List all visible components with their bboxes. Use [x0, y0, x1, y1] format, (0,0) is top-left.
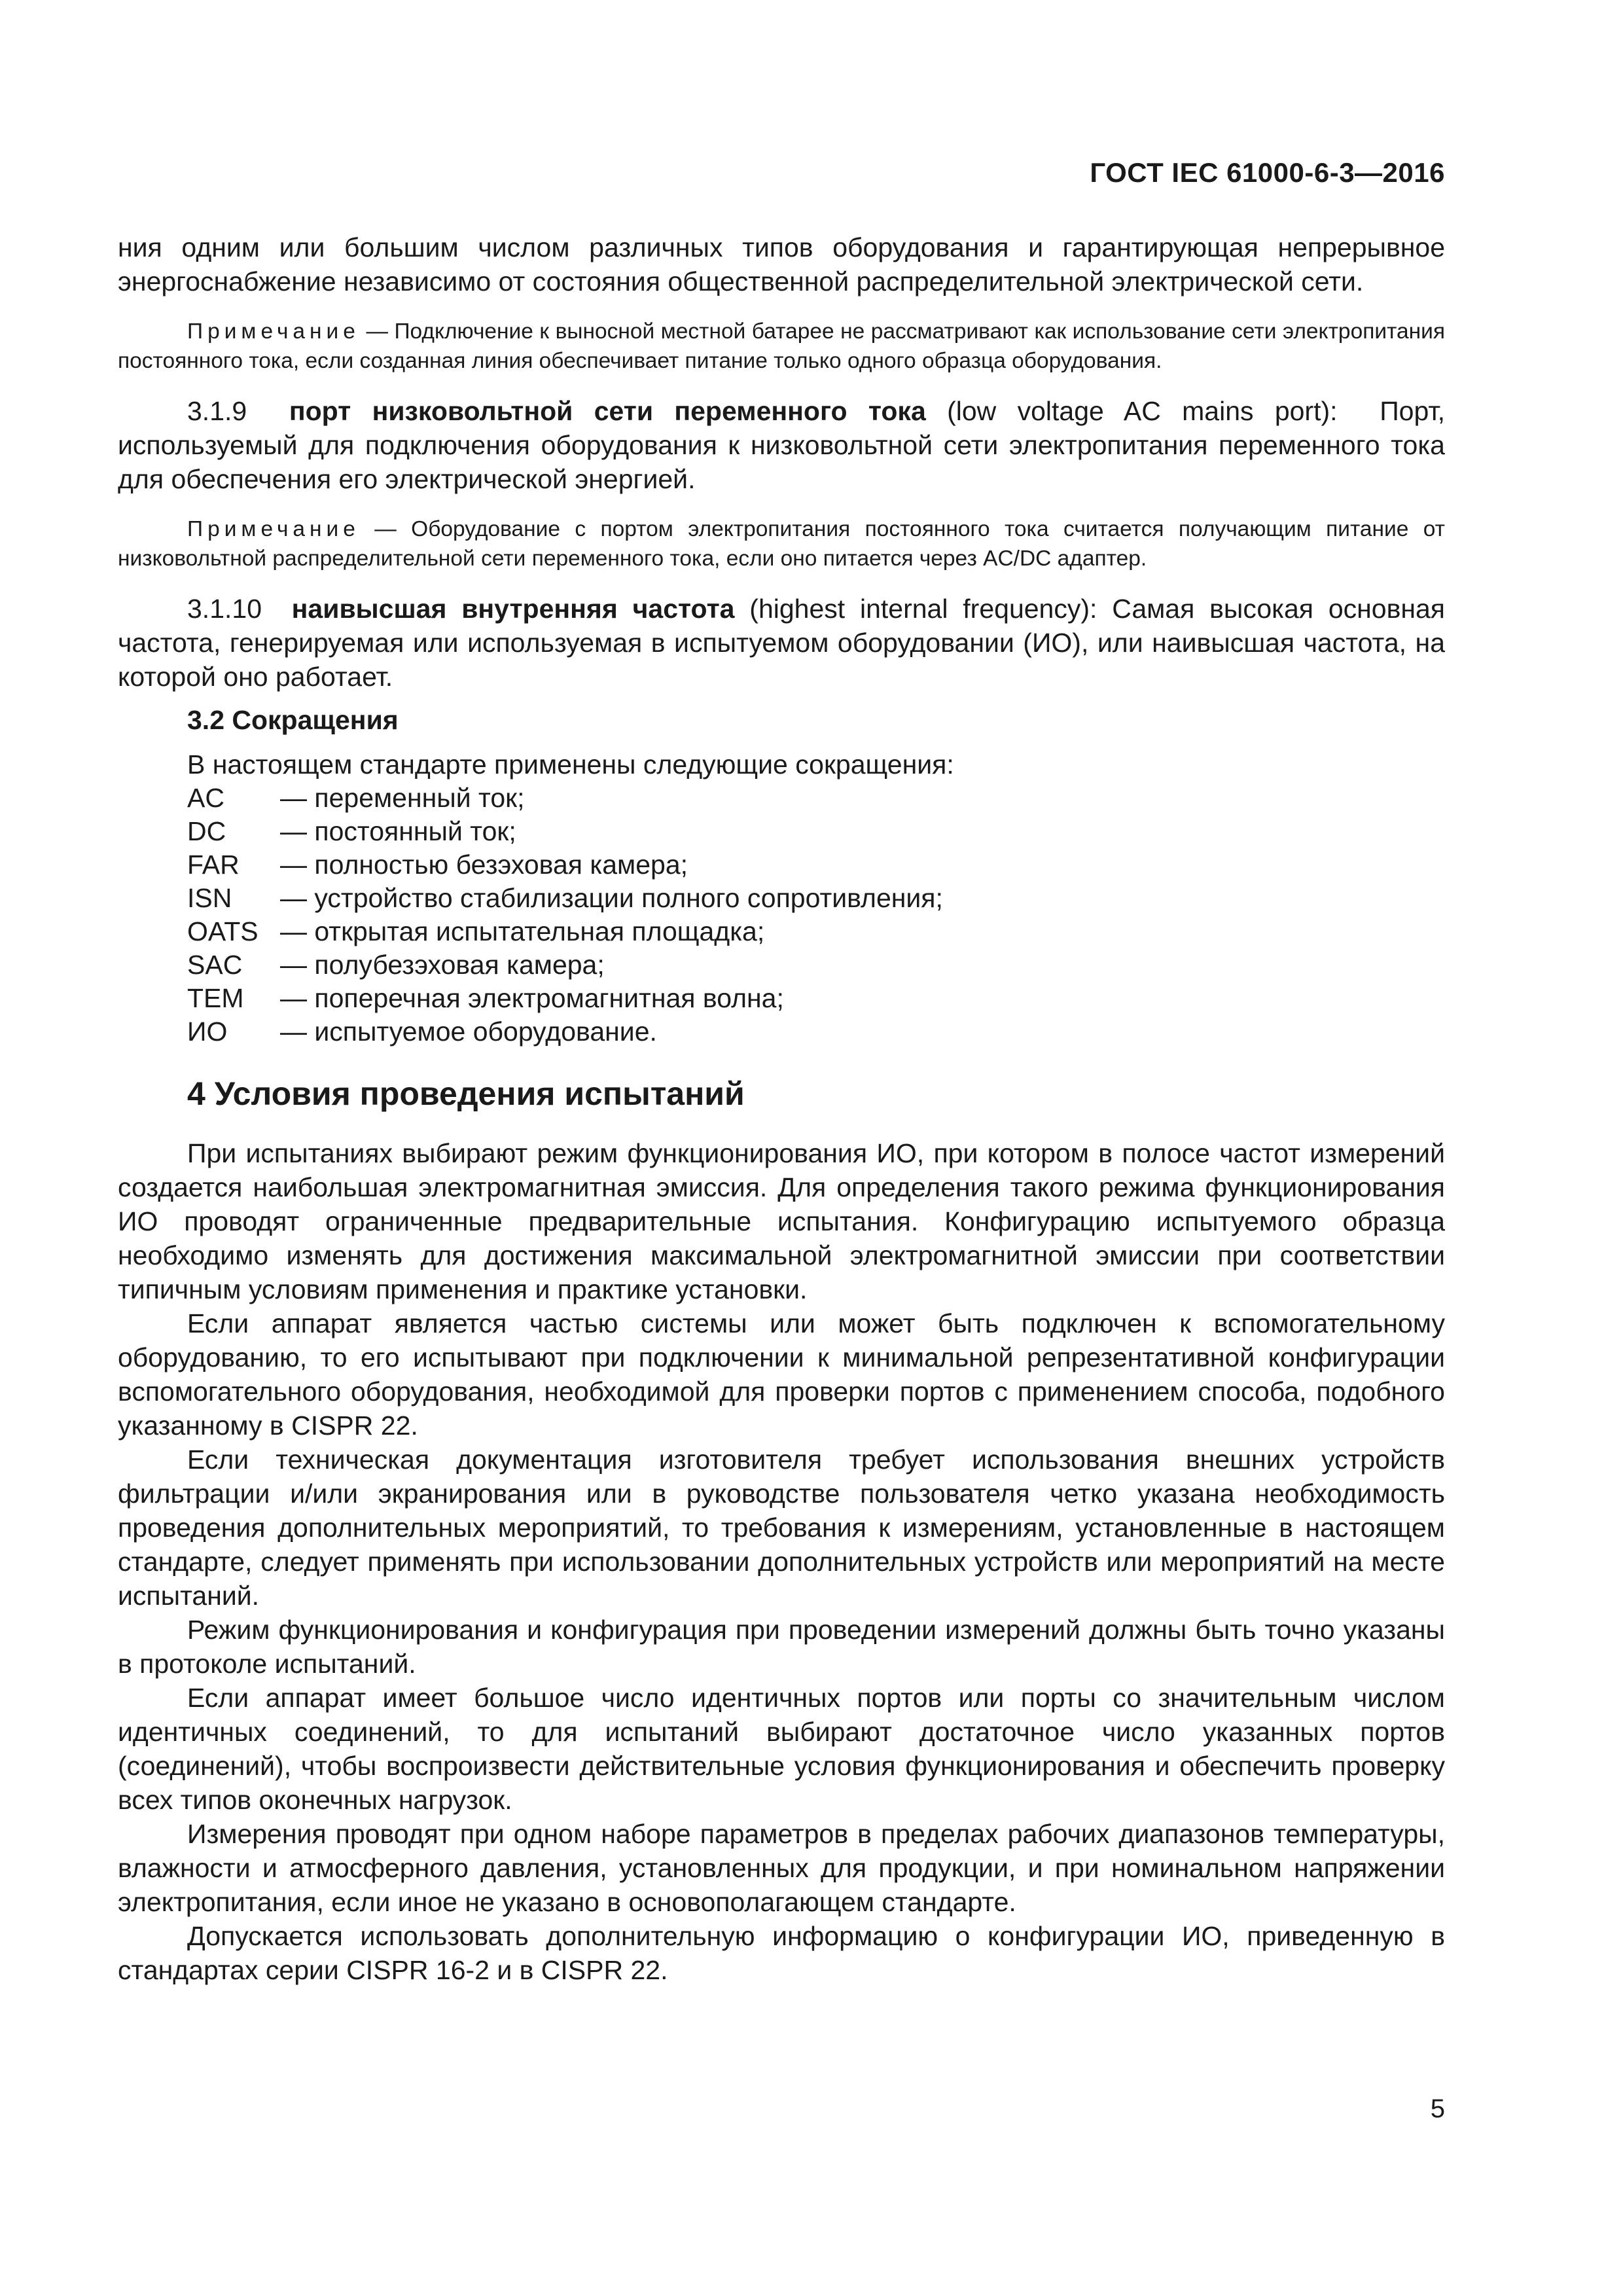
note-label: Примечание	[187, 517, 360, 541]
abbreviation-item	[187, 781, 1445, 815]
clause-term: порт низковольтной сети переменного тока	[289, 396, 926, 426]
abbreviations-list	[118, 781, 1445, 1049]
abbreviation-desc: — открытая испытательная площадка;	[280, 916, 765, 946]
subsection-title: 3.2 Сокращения	[187, 705, 399, 735]
abbreviations-intro: В настоящем стандарте применены следующие сокращения:	[187, 749, 954, 780]
note-text: — Оборудование с портом электропитания постоянного тока считается получающим питание от низковольтной распределительной сети переменного тока, если оно питается через AC/DC адаптер.	[118, 517, 1446, 571]
section-title: 4 Условия проведения испытаний	[187, 1075, 745, 1112]
abbreviation-code: AC	[187, 783, 224, 813]
body-paragraph: Измерения проводят при одном наборе параметров в пределах рабочих диапазонов температуры, влажности и атмосферного давления, установленных для продукции, и при номинальном напряжении электропитания, если иное не указано в основополагающем стандарте.	[118, 1819, 1445, 1917]
note-text: — Подключение к выносной местной батарее не рассматривают как использование сети электропитания постоянного тока, если созданная линия обеспечивает питание только одного образца оборудования.	[118, 319, 1446, 373]
body-paragraph: Режим функционирования и конфигурация при проведении измерений должны быть точно указаны в протоколе испытаний.	[118, 1615, 1445, 1679]
abbreviation-item	[187, 882, 1445, 915]
abbreviation-code: FAR	[187, 850, 240, 880]
body-paragraph: Если аппарат является частью системы или может быть подключен к вспомогательному оборудованию, то его испытывают при подключении к минимальной репрезентативной конфигурации вспомогательного оборудования, необходимой для проверки портов с применением способа, подобного указанному в CISPR 22.	[118, 1308, 1445, 1441]
abbreviation-code: ИО	[187, 1016, 228, 1047]
body-paragraph: Допускается использовать дополнительную информацию о конфигурации ИО, приведенную в стандартах серии CISPR 16-2 и в CISPR 22.	[118, 1921, 1445, 1985]
abbreviation-item	[187, 982, 1445, 1015]
abbreviation-item	[187, 1015, 1445, 1049]
clause-definition: Порт, используемый для подключения оборудования к низковольтной сети электропитания переменного тока для обеспечения его электрической энергией.	[118, 396, 1445, 494]
document-header: ГОСТ IEC 61000-6-3—2016	[1090, 157, 1445, 188]
clause-definition: Самая высокая основная частота, генерируемая или используемая в испытуемом оборудовании (ИО), или наивысшая частота, на которой оно работает.	[118, 594, 1446, 692]
abbreviation-code: OATS	[187, 916, 259, 946]
clause-term: наивысшая внутренняя частота	[291, 594, 735, 624]
page-number: 5	[1430, 2094, 1445, 2123]
body-paragraph: Если аппарат имеет большое число идентичных портов или порты со значительным числом идентичных соединений, то для испытаний выбирают достаточное число указанных портов (соединений), чтобы воспроизвести действительные условия функционирования и обеспечить проверку всех типов оконечных нагрузок.	[118, 1683, 1445, 1815]
abbreviation-desc: — поперечная электромагнитная волна;	[280, 983, 784, 1013]
clause-number: 3.1.10	[187, 594, 262, 624]
page-content	[118, 230, 1445, 1987]
abbreviation-desc: — постоянный ток;	[280, 816, 516, 846]
clause-english: (highest internal frequency):	[749, 594, 1097, 624]
body-paragraph: Если техническая документация изготовителя требует использования внешних устройств фильтрации и/или экранирования или в руководстве пользователя четко указана необходимость проведения дополнительных мероприятий, то требования к измерениям, установленные в настоящем стандарте, следует применять при использовании дополнительных устройств или мероприятий на месте испытаний.	[118, 1444, 1445, 1611]
clause-english: (low voltage AC mains port):	[947, 396, 1338, 426]
abbreviation-item	[187, 948, 1445, 982]
abbreviation-item	[187, 848, 1445, 882]
clause-3-1-9	[118, 394, 1445, 496]
abbreviation-code: ISN	[187, 883, 232, 913]
abbreviation-desc: — полностью безэховая камера;	[280, 850, 688, 880]
clause-number: 3.1.9	[187, 396, 247, 426]
abbreviation-item	[187, 815, 1445, 848]
clause-3-1-10	[118, 592, 1445, 694]
abbreviation-code: DC	[187, 816, 226, 846]
abbreviation-code: SAC	[187, 950, 243, 980]
note-1	[118, 317, 1445, 376]
abbreviation-code: TEM	[187, 983, 244, 1013]
note-label: Примечание	[187, 319, 360, 344]
note-2	[118, 514, 1445, 573]
abbreviation-item	[187, 915, 1445, 948]
abbreviation-desc: — переменный ток;	[280, 783, 525, 813]
continuation-paragraph: ния одним или большим числом различных типов оборудования и гарантирующая непрерывное энергоснабжение независимо от состояния общественной распределительной электрической сети.	[118, 232, 1445, 296]
abbreviation-desc: — испытуемое оборудование.	[280, 1016, 657, 1047]
abbreviation-desc: — полубезэховая камера;	[280, 950, 605, 980]
abbreviation-desc: — устройство стабилизации полного сопротивления;	[280, 883, 943, 913]
body-paragraph: При испытаниях выбирают режим функционирования ИО, при котором в полосе частот измерений создается наибольшая электромагнитная эмиссия. Для определения такого режима функционирования ИО проводят ограниченные предварительные испытания. Конфигурацию испытуемого образца необходимо изменять для достижения максимальной электромагнитной эмиссии при соответствии типичным условиям применения и практике установки.	[118, 1138, 1445, 1304]
